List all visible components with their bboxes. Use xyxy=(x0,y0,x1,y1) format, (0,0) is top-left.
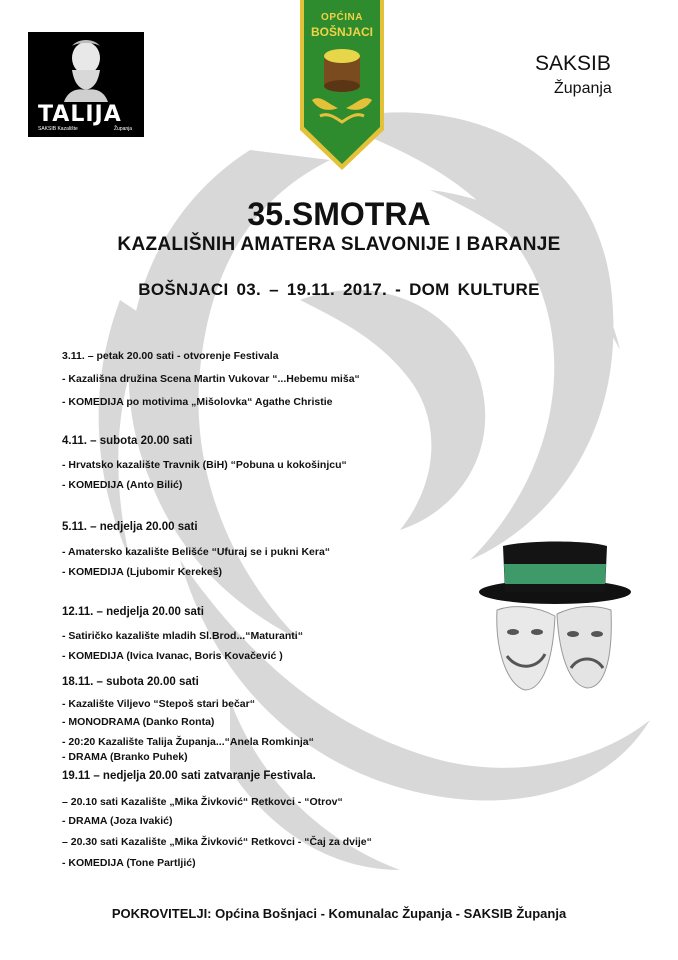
schedule-line: - KOMEDIJA po motivima „Mišolovka“ Agathe Christie xyxy=(62,396,333,408)
schedule-day-heading: 12.11. – nedjelja 20.00 sati xyxy=(62,606,204,618)
schedule-line: - Amatersko kazalište Belišće “Ufuraj se i pukni Kera“ xyxy=(62,546,331,558)
theatre-masks-icon xyxy=(477,540,632,700)
sponsors-footer: POKROVITELJI: Općina Bošnjaci - Komunalac Županja - SAKSIB Županja xyxy=(111,906,567,921)
schedule-line: 3.11. – petak 20.00 sati - otvorenje Festivala xyxy=(62,350,279,362)
saksib-name: SAKSIB xyxy=(535,52,611,75)
schedule-line: - Kazalište Viljevo “Stepoš stari bečar“ xyxy=(62,698,255,710)
schedule-line: - MONODRAMA (Danko Ronta) xyxy=(62,716,215,728)
schedule-day-heading: 18.11. – subota 20.00 sati xyxy=(62,676,199,688)
schedule-line: - DRAMA (Branko Puhek) xyxy=(62,751,188,763)
talija-logo xyxy=(28,32,144,137)
page-subtitle: KAZALIŠNIH AMATERA SLAVONIJE I BARANJE xyxy=(117,234,561,255)
banner-line1: OPĆINA xyxy=(321,12,363,23)
talija-logo-small-left: SAKSIB Kazalište xyxy=(38,126,78,132)
schedule-line: - 20:20 Kazalište Talija Županja...“Anela Romkinja“ xyxy=(62,736,314,748)
saksib-city: Županja xyxy=(554,80,612,97)
page-title: 35.SMOTRA xyxy=(247,196,431,232)
banner-line2: BOŠNJACI xyxy=(310,25,373,39)
schedule-line: - DRAMA (Joza Ivakić) xyxy=(62,815,173,827)
schedule-line: - KOMEDIJA (Tone Partljić) xyxy=(62,857,196,869)
talija-logo-word: TALIJA xyxy=(38,102,122,127)
schedule-day-heading: 19.11 – nedjelja 20.00 sati zatvaranje Festivala. xyxy=(62,770,316,782)
talija-logo-small-right: Županja xyxy=(114,126,133,132)
event-place-date: BOŠNJACI 03. – 19.11. 2017. - DOM KULTURE xyxy=(138,280,540,299)
schedule-day-heading: 4.11. – subota 20.00 sati xyxy=(62,435,193,447)
schedule-line: – 20.30 sati Kazalište „Mika Živković“ Retkovci - “Čaj za dvije“ xyxy=(62,836,372,848)
schedule-line: - KOMEDIJA (Ivica Ivanac, Boris Kovačević ) xyxy=(62,650,283,662)
theatre-masks-image xyxy=(477,540,632,700)
schedule-line: - KOMEDIJA (Anto Bilić) xyxy=(62,479,183,491)
schedule-line: - Hrvatsko kazalište Travnik (BiH) “Pobuna u kokošinjcu“ xyxy=(62,459,347,471)
schedule-line: – 20.10 sati Kazalište „Mika Živković“ Retkovci - “Otrov“ xyxy=(62,796,343,808)
schedule-day-heading: 5.11. – nedjelja 20.00 sati xyxy=(62,521,198,533)
bosnjaci-banner xyxy=(298,0,386,172)
schedule-line: - Kazališna družina Scena Martin Vukovar “...Hebemu miša“ xyxy=(62,373,360,385)
schedule-line: - Satiričko kazalište mladih Sl.Brod...“Maturanti“ xyxy=(62,630,303,642)
schedule-line: - KOMEDIJA (Ljubomir Kerekeš) xyxy=(62,566,223,578)
